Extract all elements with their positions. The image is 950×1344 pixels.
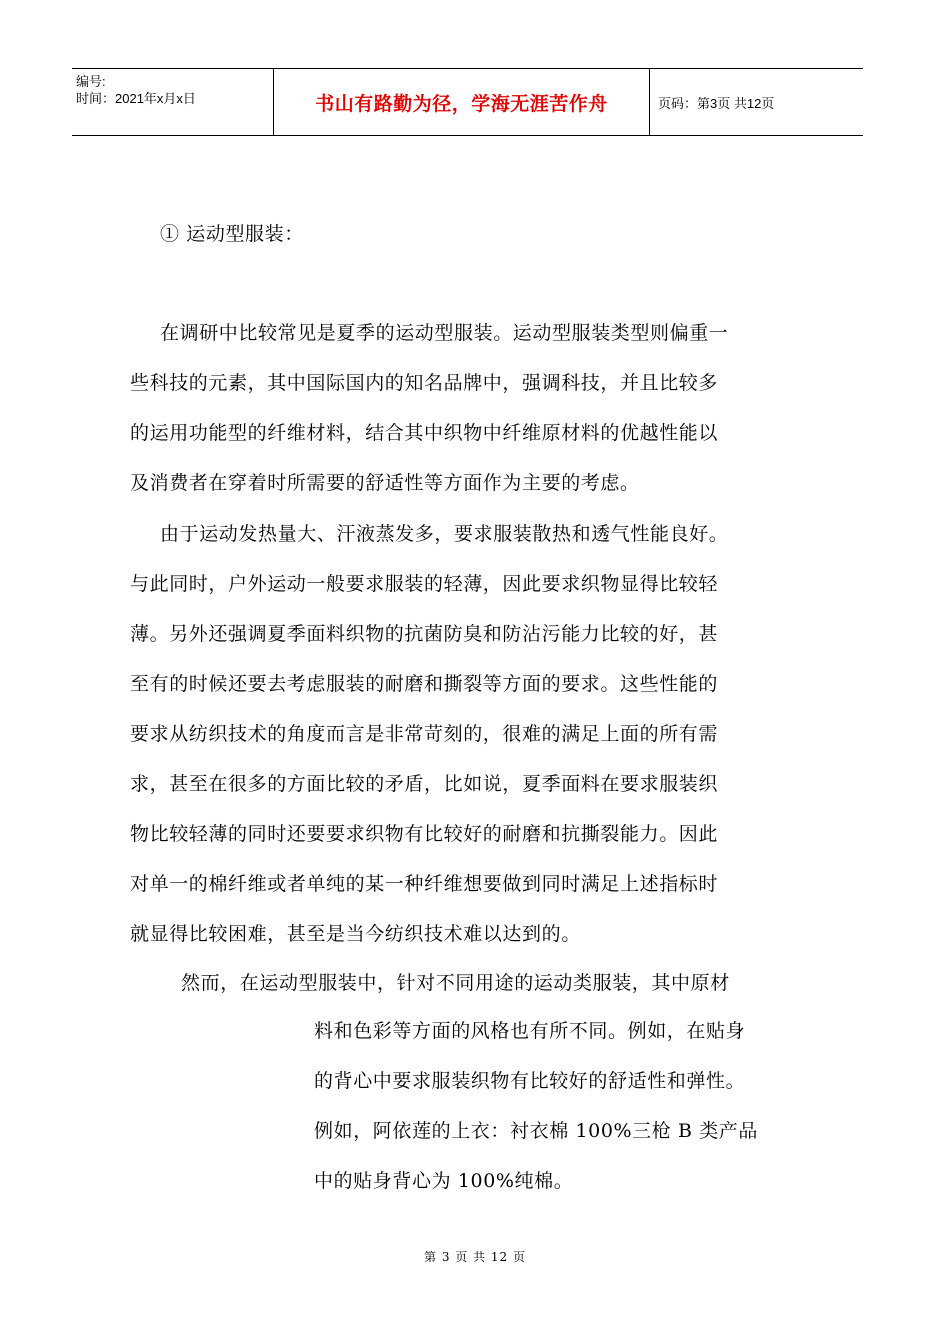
paragraph-1-line-2: 些科技的元素，其中国际国内的知名品牌中，强调科技，并且比较多 — [130, 372, 719, 394]
paragraph-1-line-1: 在调研中比较常见是夏季的运动型服装。运动型服装类型则偏重一 — [160, 322, 729, 344]
paragraph-2-line-9: 就显得比较困难，甚至是当今纺织技术难以达到的。 — [130, 923, 581, 945]
paragraph-2-line-1: 由于运动发热量大、汗液蒸发多，要求服装散热和透气性能良好。 — [160, 523, 729, 545]
paragraph-2-line-6: 求，甚至在很多的方面比较的矛盾，比如说，夏季面料在要求服装织 — [130, 773, 719, 795]
paragraph-2-line-7: 物比较轻薄的同时还要要求织物有比较好的耐磨和抗撕裂能力。因此 — [130, 823, 719, 845]
paragraph-2-line-5: 要求从纺织技术的角度而言是非常苛刻的，很难的满足上面的所有需 — [130, 723, 719, 745]
paragraph-3-line-2: 料和色彩等方面的风格也有所不同。例如，在贴身 — [314, 1020, 746, 1042]
page-header — [72, 68, 863, 136]
time-label: 时间：2021年x月x日 — [76, 91, 196, 106]
paragraph-3-line-1: 然而，在运动型服装中，针对不同用途的运动类服装，其中原材 — [181, 972, 730, 994]
paragraph-2-line-8: 对单一的棉纤维或者单纯的某一种纤维想要做到同时满足上述指标时 — [130, 873, 719, 895]
paragraph-2-line-3: 薄。另外还强调夏季面料织物的抗菌防臭和防沾污能力比较的好，甚 — [130, 623, 719, 645]
paragraph-1-line-3: 的运用功能型的纤维材料，结合其中织物中纤维原材料的优越性能以 — [130, 422, 719, 444]
paragraph-1-line-4: 及消费者在穿着时所需要的舒适性等方面作为主要的考虑。 — [130, 472, 640, 494]
header-page-info — [650, 69, 863, 135]
paragraph-2-line-4: 至有的时候还要去考虑服装的耐磨和撕裂等方面的要求。这些性能的 — [130, 673, 719, 695]
motto-text: 书山有路勤为径，学海无涯苦作舟 — [315, 92, 608, 115]
section-heading: ① 运动型服装： — [160, 223, 304, 245]
header-motto-cell — [274, 69, 650, 135]
number-label: 编号: — [76, 74, 106, 89]
paragraph-3-line-3: 的背心中要求服装织物有比较好的舒适性和弹性。 — [314, 1070, 746, 1092]
page-info-text: 页码：第3页 共12页 — [658, 95, 775, 111]
paragraph-3-line-4: 例如，阿依莲的上衣：衬衣棉 100%三枪 B 类产品 — [314, 1120, 759, 1142]
paragraph-2-line-2: 与此同时，户外运动一般要求服装的轻薄，因此要求织物显得比较轻 — [130, 573, 719, 595]
header-meta — [72, 69, 274, 135]
paragraph-3-line-5: 中的贴身背心为 100%纯棉。 — [314, 1170, 574, 1192]
page-footer: 第 3 页 共 12 页 — [424, 1250, 526, 1264]
